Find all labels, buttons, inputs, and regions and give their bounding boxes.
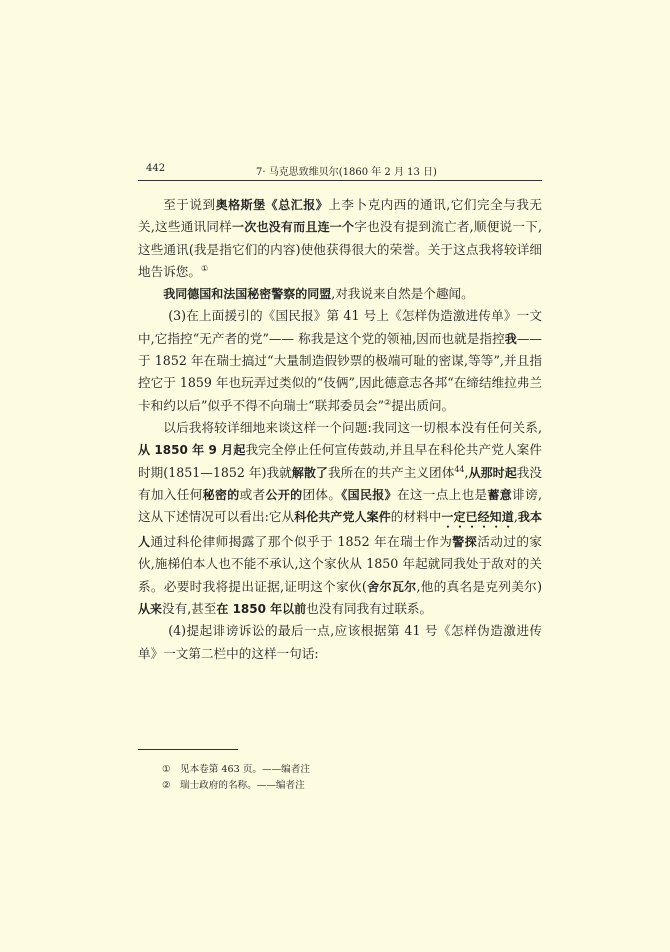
page-header — [138, 162, 542, 181]
footnote-1: ① 见本卷第 463 页。——编者注 — [162, 764, 310, 775]
main-text — [138, 194, 542, 665]
footnote-ref-2: ② — [384, 397, 392, 407]
page-number: 442 — [146, 163, 166, 174]
footnote-divider — [138, 749, 238, 750]
paragraph-2: 我同德国和法国秘密警察的同盟,对我说来自然是个趣闻。 — [163, 286, 474, 302]
paragraph-4: 以后我将较详细地来谈这样一个问题:我同这一切根本没有任何关系,从 1850 年 9 月起我完全停止任何宣传鼓动,并且早在科伦共产党人案件时期(1851—1852 年)我就解散了我所在的共产主义团体$^{44}$,从那时起我没有加入任何秘密的或者公开的团体。《国民报》在这一点上也是蓄意诽谤,这从下述情况可以看出:它从科伦共产党人案件的材料中一定已经知道,我本人通过科伦律师揭露了那个似乎于 1852 年在瑞士作为警探活动过的家伙,施梯伯本人也不能不承认,这个家伙从 1850 年起就同我处于敌对的关系。必要时我将提出证据,证明这个家伙(舍尔瓦尔,他的真名是克列美尔)从来没有,甚至在 1850 年以前也没有同我有过联系。 — [138, 419, 543, 617]
paragraph-1: 至于说到奥格斯堡《总汇报》上李卜克内西的通讯,它们完全与我无关,这些通讯同样一次也没有而且连一个字也没有提到流亡者,顺便说一下,这些通讯(我是指它们的内容)使他获得很大的荣誉。关于这点我将较详细地告诉您。① — [138, 197, 542, 279]
endnote-ref-44: 44 — [454, 464, 465, 474]
paragraph-3: (3)在上面援引的《国民报》第 41 号上《怎样伪造激进传单》一文中,它指控“无产者的党”—— 称我是这个党的领袖,因而也就是指控我—— 于 1852 年在瑞士搞过“大量制造假钞票的极端可耻的密谋,等等”,并且指控它于 1859 年也玩弄过类似的“伎俩”,因此德意志各邦“在缔结维拉弗兰卡和约以后”似乎不得不向瑞士“联邦委员会”②提出质问。 — [138, 308, 542, 413]
footnote-2: ② 瑞士政府的名称。——编者注 — [162, 780, 305, 791]
paragraph-5: (4)提起诽谤诉讼的最后一点,应该根据第 41 号《怎样伪造激进传单》一文第二栏中的这样一句话: — [138, 623, 542, 661]
footnotes — [162, 762, 542, 794]
footnote-ref-1: ① — [200, 263, 209, 273]
running-title: 7· 马克思致维贝尔(1860 年 2 月 13 日) — [256, 167, 437, 178]
emphasis-dotted: 一定已经知道 — [441, 510, 514, 525]
